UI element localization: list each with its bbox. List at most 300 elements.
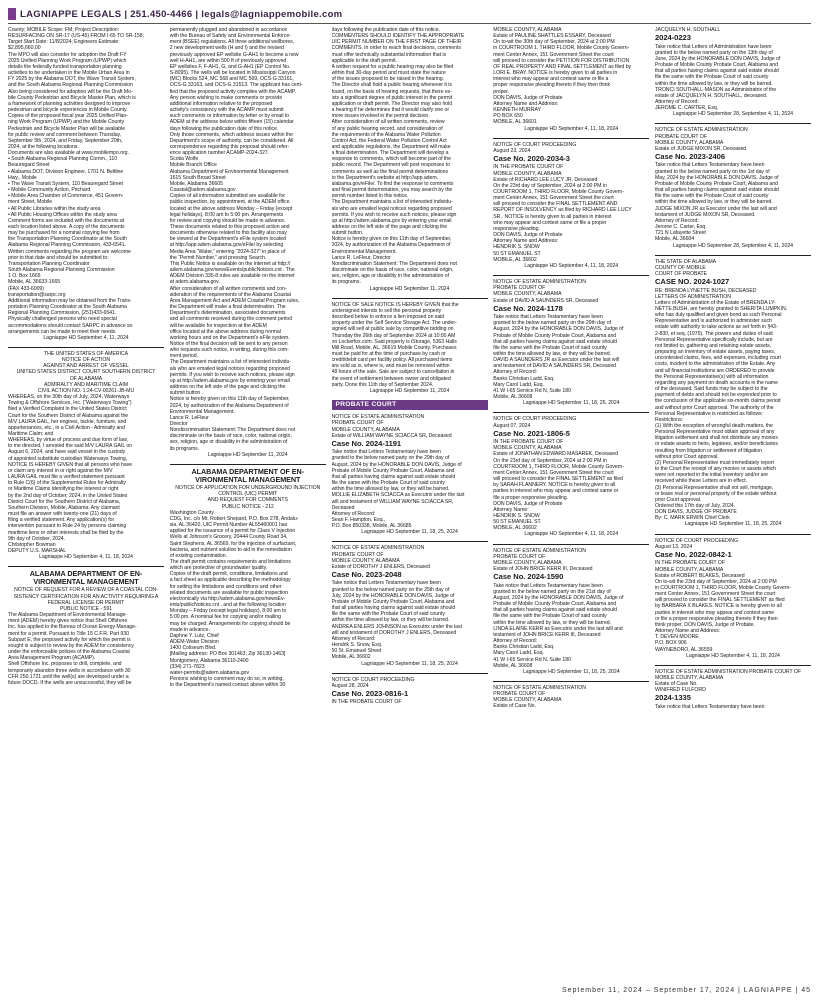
text-line: NOTICE OF COURT PROCEEDING (493, 416, 577, 423)
text-line: Saint Stephens, AL 36569, for the injection of surfactant, (169, 540, 297, 547)
text-line: [Mailing address: PO Box 301463; Zip 36130-1463] (169, 651, 286, 658)
text-line: without prior Court approval. (655, 453, 719, 460)
text-line: County; MOBILE Scope: FM; Project Description: (8, 27, 120, 33)
divider (493, 138, 649, 139)
text-line: Transportation Planning Coordinator (8, 260, 90, 267)
text-line: will and testament of WILLIAM WAYNE SCIACCA SR, (331, 498, 454, 505)
text-line: Estate of JUDGE MIXON SR, Deceased (655, 145, 747, 152)
text-line: discriminate on the basis of race, color, national origin, (169, 433, 292, 440)
text-line: and the South Alabama Regional Planning Commission (8, 82, 133, 89)
text-line: at adem.alabama.gov. (169, 279, 220, 286)
text-line: PROBATE COURT OF (331, 551, 384, 558)
text-line: FY 2025 by the Alabama DOT, the Wave Transit System, (8, 76, 136, 83)
text-line: file the same with the Probate Court of said county (655, 74, 769, 81)
letters-of-administration (655, 259, 811, 528)
divider (8, 347, 164, 348)
text-line: permits. If you wish to receive such notices, please sign (331, 211, 457, 218)
text-line: On the 23rd day of September, 2024 at 2:00 PM in (493, 182, 607, 189)
text-line: 48 hours of the sale. Sale are subject to cancellation in (331, 369, 455, 376)
text-line: working hours and on the Department's eFile system. (169, 334, 290, 341)
text-line: July, 2024 by the HONORABLE DON DAVIS, Judge of (331, 592, 455, 599)
text-line: KENNETH MURRAY (493, 107, 541, 114)
text-line: By: C. MARK ERWIN Chief Clerk (655, 515, 730, 522)
text-line: NOTICE OF ESTATE ADMINISTRATION (331, 545, 425, 552)
publication-line: Lagniappe HD September 4, 11, 18, 2024 (524, 531, 619, 538)
text-line: Documents are also available at www.mobilempo.org. (8, 150, 129, 157)
text-line: who requests such notice, in writing, during this com- (169, 347, 289, 354)
text-line: must file an answer with twenty-one (21) days of (8, 511, 117, 518)
text-line: Copies of all information submitted are available for (169, 193, 286, 200)
case-number: Case No. 2024-1178 (493, 303, 563, 313)
text-line: RESURFACING ON SR-17 (US-45) FROM I-65 TO SR-158; (8, 33, 145, 40)
text-line: COMMENTS. In order to reach final decisions, comments (331, 45, 461, 52)
proceeding-body (493, 439, 649, 531)
text-line: Comment forms are included with the documents at (8, 217, 125, 224)
text-line: COURTROOM 1, THIRD FLOOR, Mobile County Govern- (493, 189, 624, 195)
text-line: and applicable regulations, the Department will make (331, 143, 451, 150)
text-line: LINDA ELAINE KERR as Executrix under the last will and (493, 625, 623, 632)
text-line: Wells at Johnson's Grocery, 20444 County Road 34, (169, 534, 288, 541)
text-line: address on the left side of the page and clicking the (169, 384, 286, 391)
estate-heading (332, 414, 488, 439)
text-line: proper. (493, 88, 510, 95)
proceeding-body (332, 699, 488, 705)
text-line: Only those comments, which address issues within the (169, 131, 293, 138)
text-line: located at the above address Monday – Friday (except (169, 205, 293, 212)
text-line: Thursday the 26th day of September 2024 at 10:00 AM (331, 332, 456, 339)
text-line: Jerome C. Carter, Esq. (655, 224, 707, 231)
publication-line: Lagniappe HD September 11, 18, 25, 2024 (522, 668, 620, 675)
text-line: NOTICE OF ESTATE ADMINISTRATION PROBATE COURT OF (655, 668, 802, 675)
text-line: Restrictions: (655, 416, 683, 423)
text-line: MOBILE COUNTY, ALABAMA (655, 675, 724, 681)
text-line: ment Center Annex, 151 Government Street the court (493, 195, 614, 202)
text-line: On the 23rd day of September, 2024 at 2:00 PM in (493, 457, 607, 464)
text-line: May, 2024 by the HONORABLE DON DAVIS, Judge of (655, 174, 779, 181)
estate-body (655, 44, 811, 112)
text-line: NOTICE OF COURT PROCEEDING (331, 676, 415, 683)
text-line: file a proper responsive pleading. (493, 494, 568, 501)
text-line: that all parties having claims against said estate should (655, 187, 779, 194)
divider (332, 298, 488, 299)
text-line: Sean F. Hampton, Esq., (331, 516, 386, 523)
text-line: 2024, by authorization of the Alabama Department of (169, 402, 289, 409)
text-line: PROBATE COURT OF (493, 553, 546, 560)
text-line: were not reported in the initial inventory and/or are (655, 472, 768, 479)
column-1 (8, 27, 164, 977)
text-line: 2-830, et seq. (1975). The powers and duties of said (655, 330, 773, 337)
text-line: will proceed to consider the PETITION FOR DISTRIBUTION (493, 57, 630, 64)
text-line: M/V LAURA GAIL, her engines, tackle, furniture, and (8, 418, 127, 425)
estate-body (332, 449, 488, 529)
text-line: prior to that date and should be submitted to: (8, 254, 109, 261)
text-line: for review and copying should be made in advance. (169, 217, 286, 224)
estate-notice (655, 669, 811, 710)
estate-body (493, 314, 649, 400)
text-line: file the same with the Probate Court of said county (655, 193, 769, 200)
text-line: granted to the below named party on the 21st day of (493, 588, 611, 595)
text-line: Personal Representative specifically include, but are (655, 336, 773, 343)
text-line: als who are emailed legal notices regarding proposed (169, 365, 290, 372)
text-line: adem.alabama.gov/newsEvents/publicNotices.cnt . The (169, 267, 295, 274)
text-line: permanently plugged and abandoned in accordance (169, 27, 288, 33)
text-line: Hwy., Mobile (8, 174, 37, 181)
text-line: Personal Representative must obtain approval of any (655, 429, 775, 436)
adem-notice-heading (8, 587, 164, 612)
text-line: Area Management Act and ADEM Coastal Program rules, (169, 297, 300, 304)
text-line: LAURA GAIL must file a verified statement pursuant (8, 474, 125, 481)
text-line: LETTERS OF ADMINISTRATION (655, 293, 731, 300)
text-line: ment period. (169, 353, 198, 360)
text-line: Banks Christian Ladd, Esq. (493, 644, 555, 651)
text-line: 5:00 pm. A nominal fee for copying and/or mailing (169, 614, 281, 621)
estate-heading (655, 669, 811, 687)
text-line: als who are emailed legal notices regarding proposed (331, 205, 452, 212)
text-line: Deceased (331, 504, 355, 511)
text-line: NOTICE OF APPLICATION FOR UNDERGROUND INJECTION (175, 485, 321, 492)
publication-line: Lagniappe HD September 28, September 4, 11, 2024 (672, 111, 794, 118)
text-line: responsive pleading. (493, 225, 540, 232)
text-line: Lance R. LeFleur, Director (331, 254, 391, 261)
text-line: to Rule C(6) of the Supplemental Rules for Admiralty (8, 480, 126, 487)
text-line: AGAINST AND ARREST OF VESSEL (43, 363, 129, 370)
column-2 (170, 27, 326, 977)
text-line: 2 new development wells (H and I) and the revised (169, 45, 284, 52)
text-line: previously approved EP wellsite G-AH1 to become a new (169, 51, 299, 58)
text-line: Copies of the proposed fiscal year 2025 Unified Plan- (8, 113, 128, 120)
text-line: described below to enforce a lien imposed on said (331, 314, 445, 321)
text-line: file the same with the Probate Court of said county (331, 611, 445, 618)
text-line: This Public Notice is available on the internet at http:// (169, 260, 291, 267)
text-line: with the Bureau of Safety and Environmental Enforce- (169, 33, 291, 40)
text-line: Regional Planning Commission, (251)433-6541. (8, 310, 117, 317)
text-line: or estate assets to heirs, legatees, and/or beneficiaries (655, 441, 778, 448)
text-line: the event of settlement between owner and obligated (331, 375, 451, 382)
text-line: (FAX 433-6009) (8, 285, 44, 292)
text-line: Written comments regarding the program are welcome (8, 248, 131, 255)
text-line: Notice is hereby given on this 11th day of September, (169, 396, 290, 403)
text-line: WHEREAS, on the 30th day of July, 2024, Waterways (8, 394, 130, 401)
text-line: be viewed at the Department's eFile system located (169, 236, 286, 243)
text-line: WAYNEBORO, AL 36559 (655, 646, 713, 653)
text-line: Take notice that Letters Testamentary have been (655, 162, 765, 169)
text-line: Attorney of Record: (331, 635, 376, 642)
text-line: uncontested claims, fees, and expenses, including court (655, 355, 781, 362)
text-line: NOTICE OF COURT PROCEEDING (655, 537, 738, 544)
uic-notice-body-cont (332, 27, 488, 286)
text-line: IN THE PROBATE COURT OF (331, 699, 402, 706)
text-line: Estate of RICHARD LEE LUCY JR, Deceased (493, 176, 598, 183)
text-line: On to-wit the 30th day of September, 2024 at 2:00 PM (493, 39, 615, 46)
text-line: and final permit determination, you may search by the (331, 187, 453, 194)
text-line: file the same with the Probate Court of said county (331, 480, 445, 487)
text-line: portation Planning Coordinator at the South Alabama (8, 304, 127, 311)
text-line: Take notice that Letters Testamentary have been (655, 703, 765, 710)
text-line: Also being considered for adoption will be the Draft Mo- (8, 88, 133, 95)
text-line: filed a Verified Complaint in the United States District (8, 406, 127, 413)
sale-notice-body (332, 302, 488, 388)
text-line: The Alabama Department of Environmental Manage- (8, 612, 128, 619)
text-line: Mobile Branch Office (169, 162, 217, 169)
text-line: ment Street, Mobile (8, 199, 53, 206)
text-line: HENDRIK S. SNOW (493, 513, 540, 519)
text-line: OF ALABAMA (69, 375, 103, 382)
text-line: DEPUTY U.S. MARSHAL (8, 547, 67, 554)
text-line: (MC) Blocks 524, MC 568 and MC 569, OCS-G 33161, (169, 76, 294, 83)
case-number: Case No. 2020-2034-3 (493, 153, 570, 163)
case-number: 2024-0223 (655, 33, 691, 43)
text-line: each location listed above. A copy of the documents (8, 224, 125, 230)
text-line: resulting from litigation or settlement of litigation (655, 447, 762, 454)
text-line: regarding any payment on death accounts in the name (655, 379, 778, 386)
text-line: and all financial institutions are ORDERED to provide (655, 367, 775, 374)
text-line: are sold as is, where is, and must be removed within (331, 363, 450, 370)
estate-notice (332, 545, 488, 666)
text-line: ment Center Annex, 151 Government Street the court (493, 51, 614, 58)
text-line: Take notice that Letters of Administration have been (655, 43, 772, 50)
text-line: by BARBARA X BLAKES. NOTICE is hereby given to all (655, 603, 782, 610)
text-line: Mobile, AL 36604 (655, 236, 695, 243)
text-line: arrangements can be made to meet their needs. (8, 328, 117, 335)
text-line: such comments or information by letter or by email to (169, 113, 290, 120)
text-line: Lance R. LeFleur (169, 414, 209, 421)
text-line: of any public hearing record, and consideration of (331, 125, 443, 132)
text-line: • Mobile Area Chamber of Commerce, 451 Govern- (8, 193, 124, 200)
text-line: CIVIL ACTION NO. 1:24-CV-00261-JB-MU (37, 387, 135, 394)
text-line: in COURTROOM 1, THIRD FLOOR, Mobile County Govern- (493, 45, 630, 52)
text-line: THE UNITED STATES OF AMERICA (43, 350, 128, 357)
text-line: Copies of the draft permit, conditions, limitations and (169, 571, 288, 578)
text-line: 41 W I-65 Service Rd N, Suite 180 (493, 387, 571, 394)
text-line: activities to be undertaken in the Mobile Urban Area in (8, 70, 130, 77)
text-line: NOTICE IS HEREBY GIVEN that all persons who have (8, 461, 133, 468)
estate-body (493, 583, 649, 669)
estate-notice (493, 548, 649, 675)
text-line: Environmental Management. (331, 248, 397, 255)
divider (332, 673, 488, 674)
text-line: PO BOX 650 (493, 113, 523, 120)
text-line: ADEM Division 335-8 rules are available on the internet (169, 273, 295, 280)
estate-notice (493, 685, 649, 710)
text-line: MOBILE COUNTY, ALABAMA (493, 559, 562, 566)
text-line: Mary Carol Ladd, Esq. (493, 650, 544, 657)
text-line: AND REQUEST FOR COMMENTS (207, 497, 288, 504)
agency-title: ALABAMA DEPARTMENT OF EN-VIRONMENTAL MANAGEMENT (191, 466, 305, 484)
text-line: of the issues proposed to be raised in the hearing. (331, 76, 445, 83)
text-line: Attorney of Record: (493, 638, 537, 645)
text-line: PROBATE COURT OF (655, 133, 707, 140)
text-line: additional information relative to the proposed (169, 100, 273, 107)
text-line: its programs. (331, 279, 361, 286)
text-line: its programs. (169, 445, 200, 452)
text-line: Court for the Southern District of Alabama against the (8, 412, 129, 419)
estate-notice (332, 414, 488, 535)
text-line: ning Work Program (UPWP) and the Mobile County (8, 119, 125, 126)
text-line: CFR 250.1721 until the well(s) are developed under a (8, 673, 129, 680)
vessel-arrest-notice (8, 351, 164, 560)
text-line: and without prior Court approval. The authority of the (655, 404, 774, 411)
text-line: Attorney of Record: (655, 98, 699, 105)
text-line: granted to the below named party on the 29th day of (331, 455, 450, 462)
text-line: interest who may appear and contest same or file a (493, 76, 609, 83)
adem-notice-body (8, 612, 164, 686)
text-line: • The Wave Transit System, 110 Beauregard Street (8, 180, 123, 187)
text-line: DON DAVIS, Judge of Probate (493, 500, 563, 507)
case-number: Case No. 2023-2406 (655, 152, 726, 162)
text-line: 2024, by authorization of the Alabama Department of (331, 242, 451, 249)
text-line: sex, religion, age or disability in the administration of (169, 439, 288, 446)
text-line: 1615 South Broad Street (169, 174, 226, 181)
text-line: well H-AH1, are within 500 ft of previously approved (169, 57, 287, 64)
text-line: 2024, at the following locations. (8, 143, 79, 150)
letters-body (655, 288, 811, 522)
text-line: temporarily abandon three wells in accordance with 30 (8, 667, 131, 674)
text-line: parties in interest who may appear and contest same (655, 609, 775, 616)
text-line: After consideration of all written comments, review (331, 119, 445, 126)
text-line: permits. If you wish to receive such notices, please sign (169, 371, 295, 378)
text-line: 721 N Lafayette Street (655, 230, 706, 237)
text-line: litigation settlement and shall not distribute any monies (655, 435, 778, 442)
text-line: OCS-G 33163, and OCS-G 31513. The applicant has certi- (169, 82, 303, 89)
text-line: CDG, Inc. c/o Mr. Robert Shepard, P.O. Box 278, Andalu- (169, 515, 299, 522)
text-line: days following the publication date of this notice. (169, 125, 279, 132)
text-line: Alabama Regional Planning Commission, 433-6541. (8, 242, 126, 249)
text-line: address on the left side of the page and clicking the (331, 224, 448, 230)
text-line: T. DEVEN MOORE (655, 634, 699, 641)
text-line: IN THE PROBATE COURT OF (655, 560, 725, 567)
text-line: prior Court approval. (655, 496, 702, 503)
text-line: District Court for the Southern District of Alabama, (8, 498, 121, 505)
text-line: the Department will make a final determination. The (169, 304, 286, 311)
text-line: • All Public Libraries within the study area (8, 205, 101, 212)
text-line: NOTICE OF ACTION (61, 357, 111, 364)
text-line: P.O. Box 850338, Mobile, AL 36685 (331, 523, 412, 530)
text-line: accommodations should contact SARPC in advance so (8, 322, 133, 329)
divider (655, 534, 811, 535)
text-line: comments as well as the final permit determinations (331, 168, 449, 175)
publication-line: Lagniappe HD September 4, 11, 18, 2024 (524, 125, 619, 132)
proceeding-body (655, 560, 811, 652)
text-line: sideration of the requirements of the Alabama Coastal (169, 291, 291, 298)
text-line: granted to the below named party on the 13th day of (655, 49, 773, 56)
text-line: appurtenances, etc., in a Civil Action - Admiralty and (8, 424, 125, 431)
text-line: which are protective of groundwater quality. (169, 565, 268, 572)
vessel-notice-heading (8, 351, 164, 394)
text-line: that all parties having claims against said estate should (493, 338, 617, 345)
divider (8, 566, 164, 567)
text-line: will be available for inspection at the ADEM (169, 322, 267, 329)
text-line: Coastal@adem.alabama.gov (169, 187, 236, 194)
text-line: estate of JACQUELYN H. SOUTHALL, deceased. (655, 92, 768, 99)
estate-body (655, 704, 811, 710)
text-line: Probate of Mobile County Probate Court, Alabama and (655, 62, 778, 69)
case-number: Case No. 2021-1806-5 (493, 428, 570, 438)
text-line: LORI E. BRAY. NOTICE is hereby given to all parties in (493, 70, 618, 77)
text-line: ment for a permit. Pursuant to Title 15 C.F.R. Part 930 (8, 630, 129, 637)
text-line: public inspection, by appointment, at the ADEM office (169, 199, 290, 206)
uic-notice-heading (170, 485, 326, 510)
text-line: to the Department's named contact above within 30 (169, 682, 286, 689)
text-line: Alabama Department of Environmental Management (169, 168, 289, 175)
text-line: ANDREA ENLERS JOHNSON as Executrix under the last (331, 623, 462, 630)
page-header (8, 6, 811, 22)
mpo-notice (8, 27, 164, 341)
header-rule (8, 23, 811, 24)
text-line: • South Alabama Regional Planning Comm., 110 (8, 156, 118, 163)
text-line: Probate of Mobile County Probate Court, Alabama and (493, 601, 617, 608)
court-proceeding-notice (493, 416, 649, 537)
text-line: Mobile, AL 36602 (331, 654, 371, 661)
divider (493, 544, 649, 545)
text-line: ADEM at the address below within fifteen (15) calendar (169, 119, 294, 126)
text-line: August 28, 2024 (331, 682, 369, 689)
text-line: Director (169, 421, 188, 427)
text-line: sia, AL 36420, UIC Permit Number AL55460001 has (169, 522, 288, 529)
text-line: 50 St. Emanuel Street (331, 648, 382, 655)
court-proceeding-notice (493, 142, 649, 269)
text-line: preparing an inventory of estate assets, paying taxes, (655, 349, 776, 356)
text-line: days following the publication date of this notice. (331, 27, 440, 33)
text-line: • All Public Housing Offices within the study area (8, 211, 117, 218)
publication-line: Lagniappe HD September 11, 2024 (207, 451, 288, 458)
text-line: party. Done this 11th day of September 2024. (331, 381, 434, 388)
text-line: PROBATE COURT OF (493, 285, 546, 292)
text-line: 2025 Unified Planning Work Program (UPWP) which (8, 57, 127, 64)
case-number: Case No. 2022-0842-1 (655, 549, 732, 559)
decedent-name: WINIFRED FULFORD (655, 687, 706, 694)
text-line: that all parties having claims against said estate should (655, 68, 779, 75)
text-line: Mary Carol Ladd, Esq. (493, 381, 544, 388)
text-line: Mobile, Alabama 36605 (169, 180, 223, 187)
text-line: a fact sheet as applicable describing the methodology (169, 577, 291, 584)
text-line: within that 30-day period and must state the nature (331, 70, 446, 77)
text-line: August 07, 2024 (493, 422, 531, 429)
text-line: TRONCI SOUTHALL-MASON as Administratrix of the (655, 86, 777, 93)
text-line: submit button. (331, 230, 364, 237)
case-number: CASE NO. 2024-1027 (655, 277, 730, 287)
text-line: MOBILE, AL 36602 (493, 525, 537, 532)
text-line: proper responsive pleading thereto if they then think (493, 82, 610, 89)
text-line: Physically challenged persons who need special (8, 316, 117, 323)
estate-notice (493, 279, 649, 406)
text-line: estate with authority to take actions as set forth in §43- (655, 324, 778, 331)
text-line: or lease real or personal property of the estate without (655, 490, 777, 497)
text-line: at http://app.adem.alabama.gov/eFile/ by selecting (169, 242, 284, 249)
estate-heading (655, 127, 811, 152)
text-line: Attorney Name and Address: (493, 238, 559, 245)
text-line: must be paid for at the time of purchase by cash or (331, 350, 446, 357)
uic-notice-body (170, 510, 326, 689)
text-line: DAVID A SAUNDERS JR as Executor under the last will (493, 357, 619, 364)
text-line: costs, incident to the administration of the Estate. Any (655, 361, 776, 368)
section-marker (8, 8, 16, 20)
text-line: file the same with the Probate Court of said county (493, 344, 607, 351)
publication-line: Lagniappe HD September 4, 11, 18, 2024 (686, 652, 780, 659)
text-line: NOTICE OF ESTATE ADMINISTRATION (493, 547, 586, 554)
divider (332, 541, 488, 542)
text-line: received while these Letters are in effect. (655, 478, 748, 485)
text-line: Subpart E, the proposed activity for which the permit is (8, 636, 131, 643)
text-line: August 6, 2024, and have said vessel in the custody (8, 449, 126, 456)
text-line: Representative and is authorized to administer such (655, 318, 772, 325)
text-line: Estate of DOROTHY J ENLERS, Deceased (331, 563, 430, 570)
estate-notice (655, 127, 811, 248)
publication-line: Lagniappe HD September 11, 18, 25, 2024 (361, 529, 458, 536)
divider (493, 681, 649, 682)
text-line: Towing & Offshore Services, Inc. (“Waterways Towing”) (8, 400, 132, 407)
text-line: within the time allowed by law, or they will be barred. (655, 199, 773, 206)
text-line: Area Management Program (ACAMP). (8, 655, 96, 662)
